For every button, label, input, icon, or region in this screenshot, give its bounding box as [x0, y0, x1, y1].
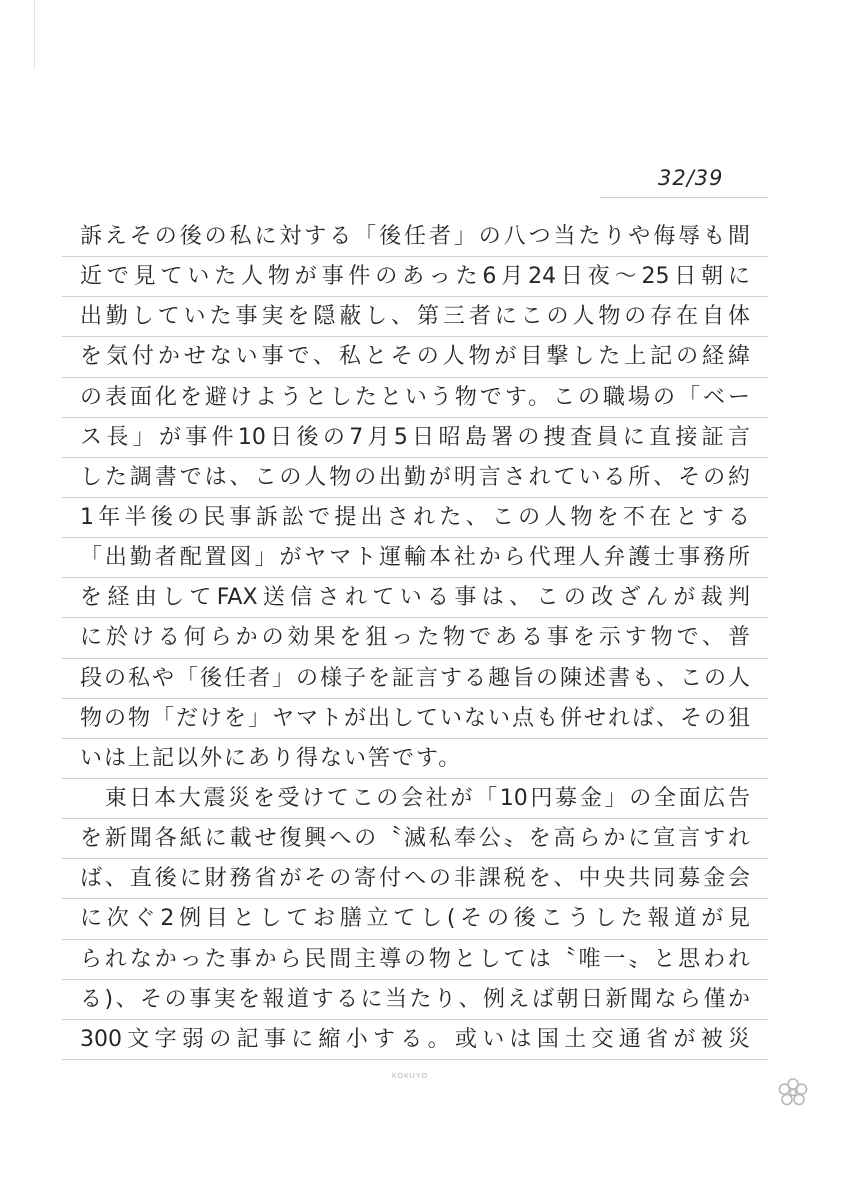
ruled-line	[62, 659, 768, 699]
ruled-line	[62, 257, 768, 297]
text-line: られなかった事から民間主導の物としては〝唯一〟と思われ	[80, 946, 750, 972]
text-line: 近で見ていた人物が事件のあった6月24日夜～25日朝に	[80, 264, 750, 290]
text-line: 訴えその後の私に対する「後任者」の八つ当たりや侮辱も間	[80, 224, 750, 249]
text-line: を経由してFAX送信されている事は、この改ざんが裁判	[80, 585, 750, 611]
text-line: いは上記以外にあり得ない筈です。	[80, 745, 463, 771]
text-line: した調書では、この人物の出勤が明言されている所、その約	[80, 464, 750, 490]
text-line: 段の私や「後任者」の様子を証言する趣旨の陳述書も、この人	[80, 665, 750, 691]
ruled-line	[62, 378, 768, 418]
ruled-line	[62, 578, 768, 618]
text-line: を新聞各紙に載せ復興への〝滅私奉公〟を高らかに宣言すれ	[80, 826, 750, 852]
ruled-line	[62, 779, 768, 819]
text-line: ば、直後に財務省がその寄付への非課税を、中央共同募金会	[80, 866, 750, 892]
ruled-line	[62, 980, 768, 1020]
scan-edge-line	[34, 0, 35, 70]
ruled-line	[62, 819, 768, 859]
ruled-line	[62, 1020, 768, 1060]
handwritten-text-block	[62, 217, 768, 1060]
text-line: 「出勤者配置図」がヤマト運輸本社から代理人弁護士事務所	[80, 545, 750, 571]
ruled-line	[62, 699, 768, 739]
ruled-line	[62, 498, 768, 538]
text-line: を気付かせない事で、私とその人物が目撃した上記の経緯	[80, 344, 750, 370]
text-line: に次ぐ2例目としてお膳立てし(その後こうした報道が見	[80, 906, 750, 932]
header-rule	[600, 197, 768, 198]
ruled-line	[62, 458, 768, 498]
ruled-line	[62, 337, 768, 377]
ruled-line	[62, 538, 768, 578]
ruled-line	[62, 739, 768, 779]
text-line: 出勤していた事実を隠蔽し、第三者にこの人物の存在自体	[80, 304, 750, 330]
ruled-line	[62, 418, 768, 458]
text-line: 1年半後の民事訴訟で提出された、この人物を不在とする	[80, 504, 750, 530]
paper-brand-label: KOKUYO	[392, 1073, 428, 1080]
text-line: 物の物「だけを」ヤマトが出していない点も併せれば、その狙	[80, 705, 750, 731]
ruled-line	[62, 899, 768, 939]
text-line: る)、その事実を報道するに当たり、例えば朝日新聞なら僅か	[80, 986, 750, 1012]
ruled-line	[62, 618, 768, 658]
ruled-line	[62, 859, 768, 899]
text-line: の表面化を避けようとしたという物です。この職場の「ベー	[80, 384, 750, 410]
ruled-line	[62, 297, 768, 337]
ruled-line	[62, 217, 768, 257]
ruled-line	[62, 940, 768, 980]
text-line: 東日本大震災を受けてこの会社が「10円募金」の全面広告	[80, 785, 750, 811]
page-number: 32/39	[658, 166, 724, 190]
flower-logo-icon	[776, 1076, 810, 1110]
text-line: に於ける何らかの効果を狙った物である事を示す物で、普	[80, 625, 750, 651]
text-line: ス長」が事件10日後の7月5日昭島署の捜査員に直接証言	[80, 424, 750, 450]
text-line: 300文字弱の記事に縮小する。或いは国土交通省が被災	[80, 1026, 750, 1052]
